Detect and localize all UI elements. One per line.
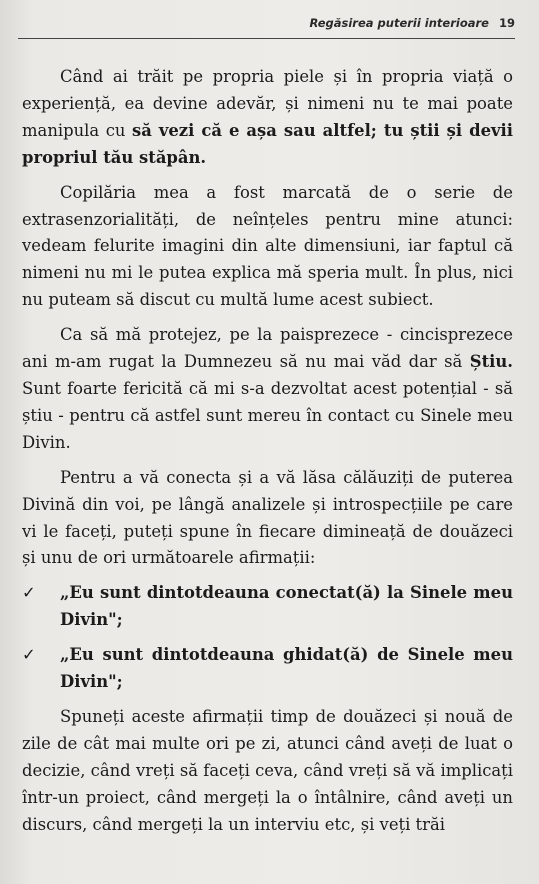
paragraph-text: Când ai trăit pe propria piele și în propria viață o experiență, ea devine adevăr, și nimeni nu te mai poate manipula cu	[22, 67, 513, 140]
header-rule	[18, 38, 515, 39]
affirmation-item	[22, 642, 513, 696]
paragraph-1	[22, 64, 513, 172]
paragraph-text: Ca să mă protejez, pe la paisprezece - cincisprezece ani m-am rugat la Dumnezeu să nu mai văd dar să	[22, 325, 513, 372]
paragraph-text-after: Sunt foarte fericită că mi s-a dezvoltat acest potențial - să știu - pentru că astfel sunt mereu în contact cu Sinele meu Divin.	[22, 378, 513, 452]
page-number: 19	[498, 16, 515, 30]
checkmark-icon: ✓	[22, 583, 36, 603]
paragraph-bold-text: Știu.	[469, 352, 513, 372]
paragraph-3	[22, 322, 513, 457]
paragraph-text: Copilăria mea a fost marcată de o serie de extrasenzorialități, de neînțeles pentru mine atunci: vedeam felurite imagini din alte dimensiuni, iar faptul că nimeni nu mi le putea explica mă speria mult. În plus, nici nu puteam să discut cu multă lume acest subiect.	[22, 182, 513, 310]
affirmation-text: „Eu sunt dintotdeauna ghidat(ă) de Sinele meu Divin";	[60, 645, 513, 692]
paragraph-4	[22, 465, 513, 573]
running-header	[309, 16, 515, 30]
paragraph-text: Spuneți aceste afirmații timp de douăzeci și nouă de zile de cât mai multe ori pe zi, atunci când aveți de luat o decizie, când vreți să faceți ceva, când vreți să vă implicați într-un proiect, când mergeți la o întâlnire, când aveți un discurs, când mergeți la un interviu etc, și veți trăi	[22, 706, 513, 834]
paragraph-closing	[22, 704, 513, 839]
affirmation-list	[22, 580, 513, 696]
checkmark-icon: ✓	[22, 645, 36, 665]
paragraph-bold-text: să vezi că e așa sau altfel; tu știi și devii propriul tău stăpân.	[22, 120, 513, 167]
paragraph-text: Pentru a vă conecta și a vă lăsa călăuziți de puterea Divină din voi, pe lângă analizele și introspecțiile pe care vi le faceți, puteți spune în fiecare dimineață de douăzeci și unu de ori următoarele afirmații:	[22, 467, 513, 568]
affirmation-text: „Eu sunt dintotdeauna conectat(ă) la Sinele meu Divin";	[60, 583, 513, 630]
header-title: Regăsirea puterii interioare	[309, 16, 489, 30]
page-body	[22, 64, 513, 846]
paragraph-2	[22, 180, 513, 315]
affirmation-item	[22, 580, 513, 634]
